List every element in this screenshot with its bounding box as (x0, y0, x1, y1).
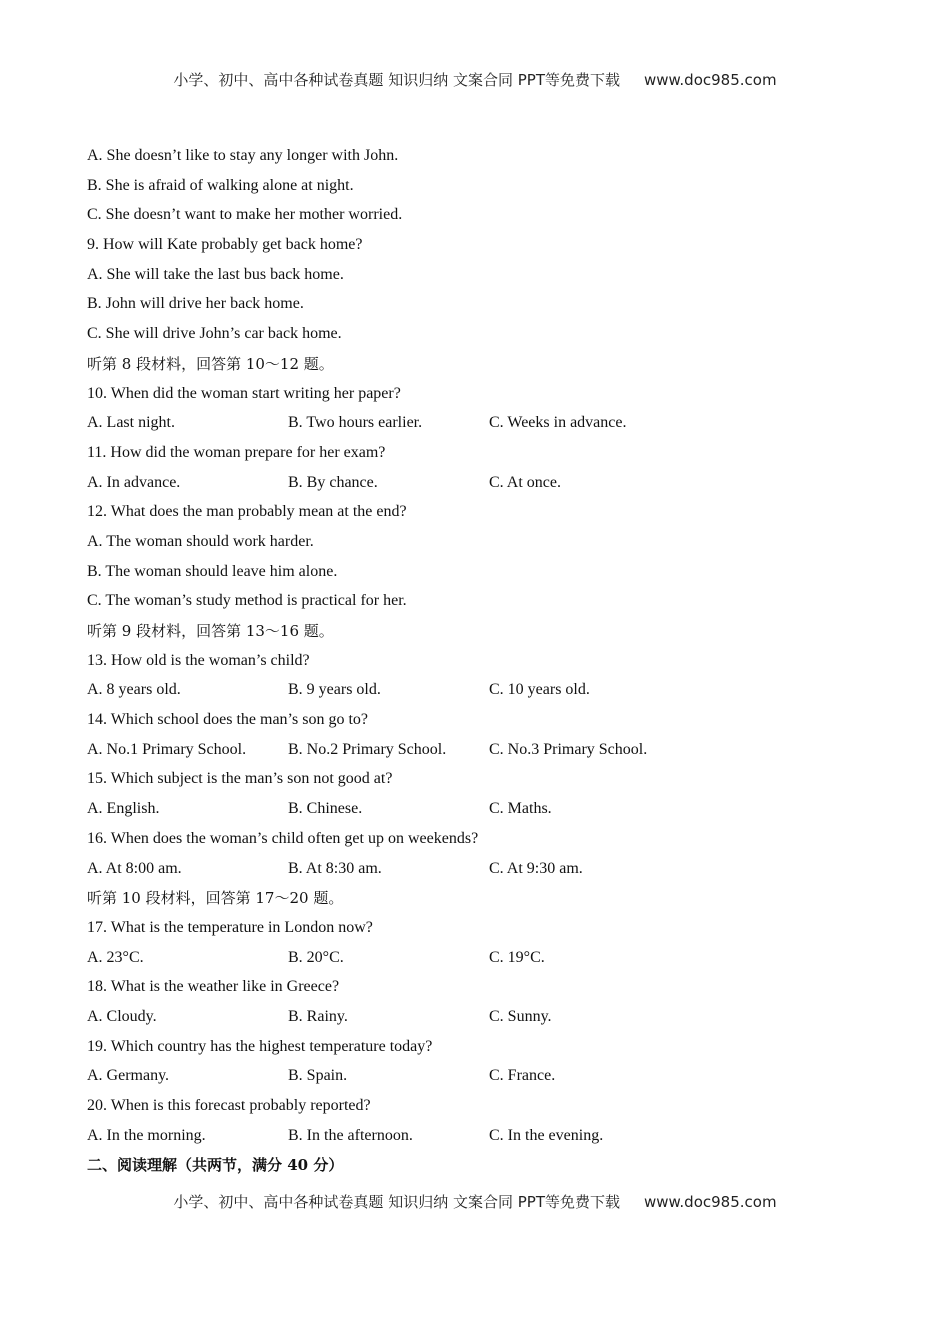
option-c: C. At 9:30 am. (489, 859, 583, 877)
option-a: A. Germany. (87, 1067, 170, 1085)
option-line: B. She is afraid of walking alone at night. (87, 176, 354, 194)
section-instruction: 听第 8 段材料，回答第 10～12 题。 (87, 354, 334, 373)
option-a: A. 23°C. (87, 948, 144, 966)
section-instruction: 听第 9 段材料，回答第 13～16 题。 (87, 622, 334, 640)
header-banner (0, 69, 950, 90)
option-a: A. No.1 Primary School. (87, 740, 247, 758)
question: 9. How will Kate probably get back home? (87, 236, 363, 254)
options-row (87, 1124, 887, 1154)
option-b: B. By chance. (288, 473, 378, 491)
options-row (87, 857, 887, 887)
option-a: A. 8 years old. (87, 681, 181, 699)
question: 19. Which country has the highest temperature today? (87, 1037, 433, 1055)
option-line: C. The woman’s study method is practical for her. (87, 592, 407, 610)
question: 12. What does the man probably mean at the end? (87, 503, 407, 521)
option-c: C. 19°C. (489, 948, 545, 966)
option-b: B. Rainy. (288, 1007, 348, 1025)
options-row (87, 797, 887, 827)
question: 14. Which school does the man’s son go to? (87, 711, 368, 729)
option-c: C. At once. (489, 473, 561, 491)
option-b: B. Spain. (288, 1067, 348, 1085)
option-line: B. The woman should leave him alone. (87, 562, 338, 580)
option-b: B. Two hours earlier. (288, 414, 423, 432)
option-b: B. At 8:30 am. (288, 859, 382, 877)
option-a: A. In the morning. (87, 1126, 206, 1144)
banner-site-link[interactable]: www.doc985.com (643, 1193, 777, 1211)
option-a: A. In advance. (87, 473, 181, 491)
option-c: C. France. (489, 1067, 556, 1085)
option-a: A. Cloudy. (87, 1007, 157, 1025)
question: 11. How did the woman prepare for her exam? (87, 443, 386, 461)
question: 17. What is the temperature in London now? (87, 918, 373, 936)
option-line: A. The woman should work harder. (87, 532, 314, 550)
question: 18. What is the weather like in Greece? (87, 978, 340, 996)
option-c: C. Sunny. (489, 1007, 552, 1025)
option-line: C. She will drive John’s car back home. (87, 325, 342, 343)
options-row (87, 471, 887, 501)
question: 20. When is this forecast probably reported? (87, 1097, 371, 1114)
option-c: C. In the evening. (489, 1126, 604, 1144)
footer-banner (0, 1191, 950, 1212)
banner-text: 小学、初中、高中各种试卷真题 知识归纳 文案合同 PPT等免费下载 (173, 71, 620, 89)
option-c: C. Weeks in advance. (489, 414, 627, 432)
banner-text: 小学、初中、高中各种试卷真题 知识归纳 文案合同 PPT等免费下载 (173, 1193, 620, 1211)
question: 15. Which subject is the man’s son not good at? (87, 770, 393, 788)
option-c: C. No.3 Primary School. (489, 740, 648, 758)
option-line: C. She doesn’t want to make her mother worried. (87, 206, 403, 224)
exam-content (87, 144, 887, 1183)
section-heading: 二、阅读理解（共两节，满分 40 分） (87, 1156, 344, 1175)
option-a: A. English. (87, 800, 160, 818)
option-b: B. Chinese. (288, 800, 363, 818)
option-a: A. At 8:00 am. (87, 859, 182, 877)
section-instruction: 听第 10 段材料，回答第 17～20 题。 (87, 889, 344, 908)
option-c: C. Maths. (489, 800, 552, 818)
option-line: B. John will drive her back home. (87, 295, 304, 313)
options-row (87, 1064, 887, 1094)
question: 10. When did the woman start writing her paper? (87, 384, 401, 402)
option-a: A. Last night. (87, 414, 175, 432)
options-row (87, 678, 887, 708)
option-b: B. No.2 Primary School. (288, 740, 447, 758)
question: 13. How old is the woman’s child? (87, 651, 310, 669)
options-row (87, 411, 887, 441)
option-c: C. 10 years old. (489, 681, 590, 699)
question: 16. When does the woman’s child often get up on weekends? (87, 829, 479, 847)
option-b: B. 20°C. (288, 948, 344, 966)
option-b: B. 9 years old. (288, 681, 381, 699)
options-row (87, 1005, 887, 1035)
option-line: A. She doesn’t like to stay any longer with John. (87, 147, 399, 164)
option-b: B. In the afternoon. (288, 1126, 413, 1144)
option-line: A. She will take the last bus back home. (87, 265, 344, 283)
options-row (87, 738, 887, 768)
options-row (87, 946, 887, 976)
banner-site-link[interactable]: www.doc985.com (643, 71, 777, 89)
